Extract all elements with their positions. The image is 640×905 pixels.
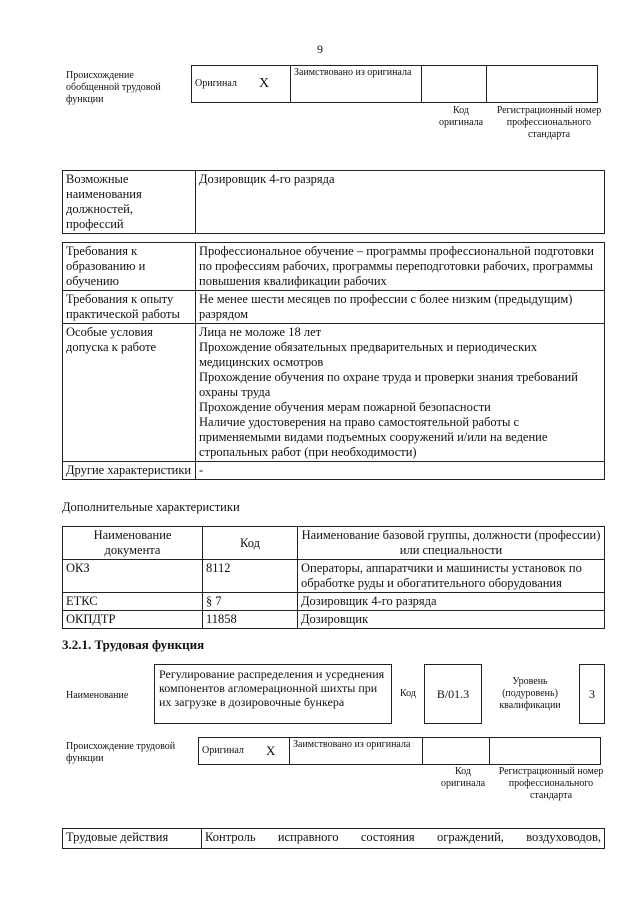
table-row-doc: ОКЗ <box>63 560 203 593</box>
code2-caption: Код оригинала <box>440 766 486 789</box>
table-row-doc: ЕТКС <box>63 593 203 611</box>
level-value: 3 <box>579 664 605 724</box>
original-code-cell <box>422 66 487 103</box>
req-label-special: Особые условия допуска к работе <box>63 324 196 462</box>
origin2-table <box>198 737 601 765</box>
function-code-label: Код <box>400 688 416 699</box>
req-value-other: - <box>196 462 605 480</box>
origin-table <box>191 65 598 103</box>
function-name-value: Регулирование распределения и усреднения компонентов агломерационной шихты при их загрузке в дозировочные бункера <box>154 664 392 724</box>
table-row-code: 11858 <box>203 611 298 629</box>
col-document-header: Наименование документа <box>63 527 203 560</box>
additional-table <box>62 526 605 629</box>
level-label: Уровень (подуровень) квалификации <box>499 676 561 711</box>
actions-table <box>62 828 605 849</box>
req-label-other: Другие характеристики <box>63 462 196 480</box>
borrowed2-label: Заимствовано из оригинала <box>290 738 423 765</box>
table-row-code: § 7 <box>203 593 298 611</box>
positions-label: Возможные наименования должностей, профессий <box>63 171 196 234</box>
table-row-name: Дозировщик <box>298 611 605 629</box>
original2-label: Оригинал <box>199 738 264 765</box>
positions-value: Дозировщик 4-го разряда <box>196 171 605 234</box>
reg2-number-cell <box>490 738 601 765</box>
special-line: Прохождение обязательных предварительных и периодических медицинских осмотров <box>199 340 538 369</box>
actions-label: Трудовые действия <box>63 829 202 849</box>
special-line: Лица не моложе 18 лет <box>199 325 322 339</box>
original-label: Оригинал <box>192 66 257 103</box>
code-caption: Код оригинала <box>438 105 484 128</box>
original2-mark: X <box>263 738 290 765</box>
origin2-label: Происхождение трудовой функции <box>66 741 176 764</box>
actions-value: Контроль исправного состояния ограждений, воздуховодов, <box>202 829 605 849</box>
col-code-header: Код <box>203 527 298 560</box>
origin-label: Происхождение обобщенной трудовой функции <box>66 70 161 105</box>
original2-code-cell <box>423 738 490 765</box>
reg-caption: Регистрационный номер профессионального стандарта <box>496 105 602 140</box>
additional-heading: Дополнительные характеристики <box>62 500 240 514</box>
table-row-name: Операторы, аппаратчики и машинисты установок по обработке руды и обогатительного оборудования <box>298 560 605 593</box>
table-row-code: 8112 <box>203 560 298 593</box>
req-value-special <box>196 324 605 462</box>
original-mark: X <box>256 66 291 103</box>
borrowed-label: Заимствовано из оригинала <box>291 66 422 103</box>
positions-table <box>62 170 605 234</box>
special-line: Наличие удостоверения на право самостоятельной работы с применяемыми видами подъемных сооружений и/или на ведение стропальных работ (при необходимости) <box>199 415 548 459</box>
table-row-name: Дозировщик 4-го разряда <box>298 593 605 611</box>
special-line: Прохождение обучения мерам пожарной безопасности <box>199 400 491 414</box>
req-label-experience: Требования к опыту практической работы <box>63 291 196 324</box>
col-group-header: Наименование базовой группы, должности (профессии) или специальности <box>298 527 605 560</box>
page-number: 9 <box>317 42 323 56</box>
reg2-caption: Регистрационный номер профессионального стандарта <box>498 766 604 801</box>
function-name-label: Наименование <box>66 690 129 701</box>
special-line: Прохождение обучения по охране труда и проверки знания требований охраны труда <box>199 370 578 399</box>
table-row-doc: ОКПДТР <box>63 611 203 629</box>
req-label-education: Требования к образованию и обучению <box>63 243 196 291</box>
req-value-experience: Не менее шести месяцев по профессии с более низким (предыдущим) разрядом <box>196 291 605 324</box>
function-code-value: B/01.3 <box>424 664 482 724</box>
function-heading: 3.2.1. Трудовая функция <box>62 637 205 652</box>
reg-number-cell <box>487 66 598 103</box>
req-value-education: Профессиональное обучение – программы профессиональной подготовки по профессиям рабочих, программы переподготовки рабочих, программы повышения квалификации рабочих <box>196 243 605 291</box>
requirements-table <box>62 242 605 480</box>
